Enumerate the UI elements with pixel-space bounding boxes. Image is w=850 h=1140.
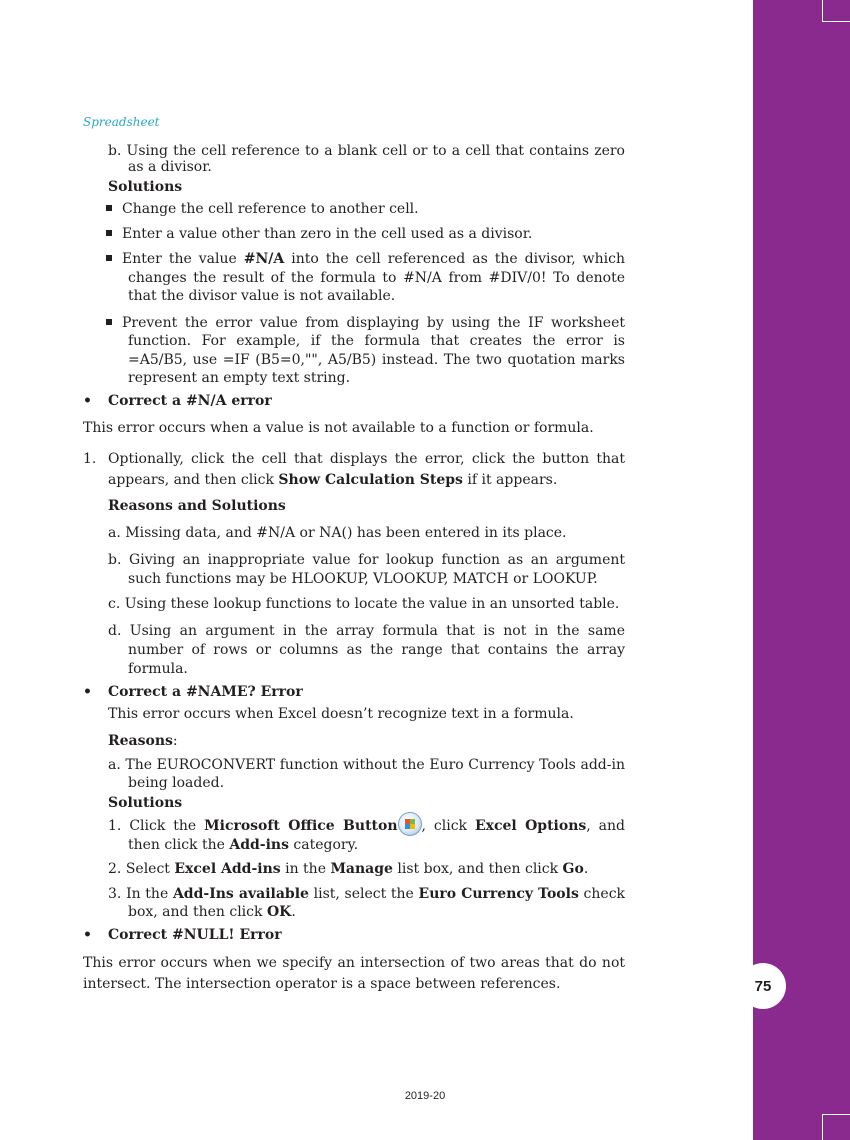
text-run: in the — [280, 860, 331, 877]
bold-term: Manage — [330, 860, 393, 877]
square-bullet-icon — [106, 205, 112, 211]
solutions-heading: Solutions — [108, 794, 183, 811]
numbered-step: 1. Click the Microsoft Office Button , click Excel Options, and then click the Add-ins category. — [83, 812, 625, 854]
bold-term: #N/A — [243, 251, 285, 267]
bold-term: Excel Add-ins — [174, 860, 281, 877]
text-run: category. — [288, 836, 359, 853]
square-bullet-icon — [106, 230, 112, 236]
bold-term: Add-Ins available — [172, 885, 309, 902]
text-run: In the — [126, 885, 173, 902]
list-text: Using the cell reference to a blank cell or to a cell that contains zero as a divisor. — [126, 143, 625, 175]
bold-term: Show Calculation Steps — [278, 471, 463, 488]
text-run: list box, and then click — [392, 860, 563, 877]
section-heading-name: • Correct a #NAME? Error — [83, 683, 303, 700]
list-item: a. The EUROCONVERT function without the Euro Currency Tools add-in being loaded. — [108, 756, 625, 791]
solution-item — [83, 200, 625, 219]
bullet-icon: • — [83, 683, 92, 700]
bold-term: OK — [266, 903, 292, 920]
list-item: b. Giving an inappropriate value for lookup function as an argument such functions may be HLOOKUP, VLOOKUP, MATCH or LOOKUP. — [108, 551, 625, 587]
numbered-step: 1. Optionally, click the cell that displays the error, click the button that appears, and then click Show Calculation Steps if it appears. — [83, 450, 625, 488]
bold-term: Go — [562, 860, 584, 877]
text-run: Prevent the error value from displaying by using the IF worksheet function. For example, if the formula that creates the error is =A5/B5, use =IF (B5=0,"", A5/B5) instead. The two quotation marks represent an empty text string. — [122, 314, 625, 386]
text-run: . — [583, 860, 589, 877]
crop-mark-bottom — [822, 1114, 850, 1140]
square-bullet-icon — [106, 319, 112, 325]
list-item-b — [83, 143, 625, 175]
reasons-solutions-heading: Reasons and Solutions — [108, 497, 286, 514]
text-run: Select — [125, 860, 175, 877]
crop-mark-top — [822, 0, 850, 22]
text-run: . — [291, 903, 296, 920]
office-button-icon — [398, 812, 422, 836]
bold-term: Excel Options — [474, 817, 587, 834]
paragraph: This error occurs when Excel doesn’t recognize text in a formula. — [108, 705, 574, 722]
text-run: into the cell referenced as the divisor, which changes the result of the formula to #N/A from #DIV/0! To denote that the divisor value is not available. — [128, 251, 625, 304]
bullet-icon: • — [83, 392, 92, 409]
text-run: check box, and then click — [128, 885, 626, 920]
list-marker: b. — [108, 143, 122, 159]
text-run: , click — [421, 817, 475, 834]
text-run: Optionally, click the cell that displays the error, click the button that appears, and then click — [108, 450, 625, 488]
bold-term: Microsoft Office Button — [204, 817, 398, 834]
numbered-step: 2. Select Excel Add-ins in the Manage list box, and then click Go. — [108, 860, 589, 877]
numbered-step: 3. In the Add-Ins available list, select the Euro Currency Tools check box, and then click OK. — [108, 885, 626, 920]
section-heading-na: • Correct a #N/A error — [83, 392, 272, 409]
footer-year: 2019-20 — [404, 1090, 446, 1102]
bold-term: Add-ins — [229, 836, 289, 853]
bold-term: Euro Currency Tools — [418, 885, 579, 902]
running-header: Spreadsheet — [83, 115, 160, 129]
text-run: , and then click the — [128, 817, 625, 853]
list-item: a. Missing data, and #N/A or NA() has been entered in its place. — [108, 524, 567, 541]
solution-item — [83, 250, 625, 306]
text-run: list, select the — [308, 885, 419, 902]
text-run: if it appears. — [462, 471, 558, 488]
square-bullet-icon — [106, 255, 112, 261]
bullet-icon: • — [83, 926, 92, 943]
text-run: Change the cell reference to another cell. — [122, 201, 419, 217]
solution-steps — [83, 812, 625, 921]
reasons-heading: Reasons: — [108, 732, 178, 749]
page-number: 75 — [740, 963, 786, 1009]
solution-item — [83, 314, 625, 388]
page-body — [83, 143, 625, 995]
section-heading-null: • Correct #NULL! Error — [83, 926, 282, 943]
text-run: Enter the value — [122, 251, 244, 267]
text-run: Click the — [129, 817, 205, 834]
list-item: c. Using these lookup functions to locate the value in an unsorted table. — [108, 595, 620, 612]
solution-item — [83, 225, 625, 244]
text-run: Enter a value other than zero in the cell used as a divisor. — [122, 226, 533, 242]
reasons-list — [83, 524, 625, 679]
paragraph: This error occurs when we specify an intersection of two areas that do not intersect. The intersection operator is a space between references. — [83, 954, 625, 992]
list-item: d. Using an argument in the array formula that is not in the same number of rows or columns as the range that contains the array formula. — [108, 622, 625, 677]
paragraph: This error occurs when a value is not available to a function or formula. — [83, 419, 594, 436]
solutions-list — [83, 200, 625, 388]
solutions-heading: Solutions — [108, 179, 183, 195]
